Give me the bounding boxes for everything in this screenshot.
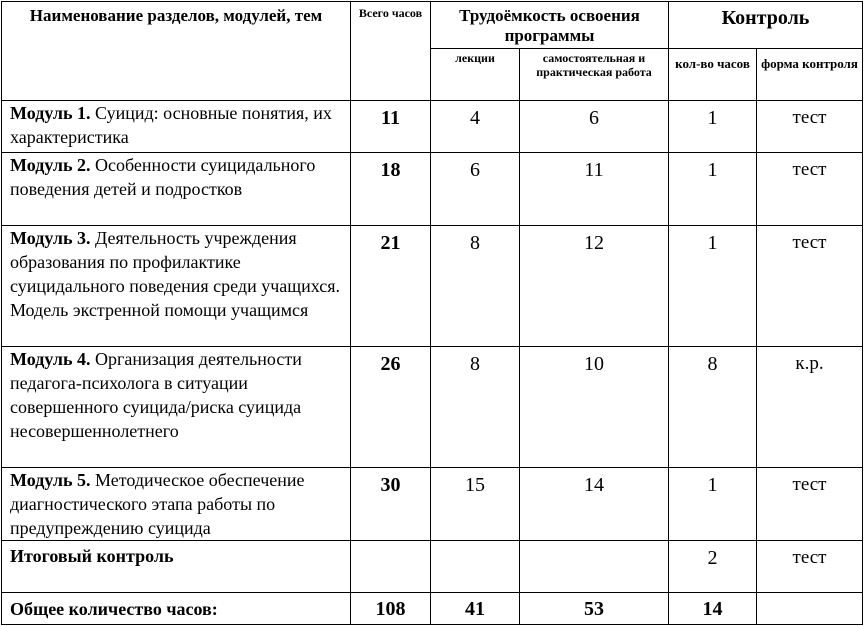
header-labor: Трудоёмкость освоения программы xyxy=(431,2,669,49)
header-control: Контроль xyxy=(669,2,863,49)
control-form-cell: тест xyxy=(757,226,863,347)
control-form-cell: тест xyxy=(757,468,863,541)
empty-cell xyxy=(351,541,431,593)
control-hours-cell: 1 xyxy=(669,226,757,347)
control-hours-sum: 14 xyxy=(669,593,757,625)
module-name-cell xyxy=(2,468,351,541)
control-hours-cell: 1 xyxy=(669,101,757,153)
module-name-cell xyxy=(2,153,351,226)
total-cell: 21 xyxy=(351,226,431,347)
lectures-sum: 41 xyxy=(431,593,520,625)
lectures-cell: 8 xyxy=(431,347,520,468)
self-work-cell: 11 xyxy=(520,153,669,226)
final-control-label: Итоговый контроль xyxy=(2,541,351,593)
curriculum-table xyxy=(1,1,863,625)
module-label: Модуль 2. xyxy=(10,155,91,175)
module-label: Модуль 5. xyxy=(10,470,91,490)
module-label: Модуль 3. xyxy=(10,228,91,248)
control-form-cell: тест xyxy=(757,153,863,226)
module-title: Суицид: основные понятия, их характеристика xyxy=(10,103,332,147)
control-form-cell: тест xyxy=(757,541,863,593)
final-control-row xyxy=(2,541,863,593)
total-cell: 18 xyxy=(351,153,431,226)
self-work-cell: 12 xyxy=(520,226,669,347)
module-name-cell xyxy=(2,101,351,153)
control-hours-cell: 8 xyxy=(669,347,757,468)
control-hours-cell: 2 xyxy=(669,541,757,593)
self-work-cell: 6 xyxy=(520,101,669,153)
module-name-cell xyxy=(2,347,351,468)
self-work-cell: 14 xyxy=(520,468,669,541)
control-form-cell: тест xyxy=(757,101,863,153)
totals-label: Общее количество часов: xyxy=(2,593,351,625)
header-lectures: лекции xyxy=(431,49,520,101)
table-row xyxy=(2,347,863,468)
module-name-cell xyxy=(2,226,351,347)
self-work-cell: 10 xyxy=(520,347,669,468)
module-label: Модуль 1. xyxy=(10,103,91,123)
totals-row xyxy=(2,593,863,625)
module-title: Деятельность учреждения образования по профилактике суицидального поведения среди учащихся. Модель экстренной помощи учащимся xyxy=(10,228,341,320)
empty-cell xyxy=(520,541,669,593)
control-form-cell: к.р. xyxy=(757,347,863,468)
module-title: Методическое обеспечение диагностического этапа работы по предупреждению суицида xyxy=(10,470,305,538)
empty-cell xyxy=(757,593,863,625)
total-hours-sum: 108 xyxy=(351,593,431,625)
table-row xyxy=(2,468,863,541)
total-cell: 30 xyxy=(351,468,431,541)
self-work-sum: 53 xyxy=(520,593,669,625)
empty-cell xyxy=(431,541,520,593)
control-hours-cell: 1 xyxy=(669,468,757,541)
total-cell: 26 xyxy=(351,347,431,468)
control-hours-cell: 1 xyxy=(669,153,757,226)
module-label: Модуль 4. xyxy=(10,349,91,369)
header-total: Всего часов xyxy=(351,2,431,101)
header-control-hours: кол-во часов xyxy=(669,49,757,101)
lectures-cell: 6 xyxy=(431,153,520,226)
lectures-cell: 4 xyxy=(431,101,520,153)
total-cell: 11 xyxy=(351,101,431,153)
table-row xyxy=(2,226,863,347)
module-title: Организация деятельности педагога-психолога в ситуации совершенного суицида/риска суицида несовершеннолетнего xyxy=(10,349,302,441)
header-self-work: самостоятельная и практическая работа xyxy=(520,49,669,101)
table-row xyxy=(2,153,863,226)
header-control-form: форма контроля xyxy=(757,49,863,101)
table-row xyxy=(2,101,863,153)
header-name: Наименование разделов, модулей, тем xyxy=(2,2,351,101)
module-title: Особенности суицидального поведения детей и подростков xyxy=(10,155,316,199)
lectures-cell: 15 xyxy=(431,468,520,541)
lectures-cell: 8 xyxy=(431,226,520,347)
